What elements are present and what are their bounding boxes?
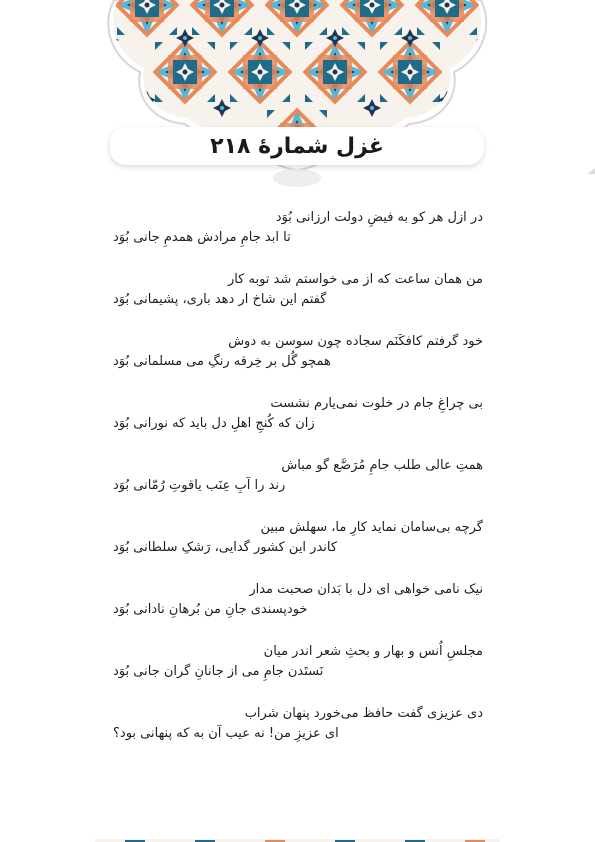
hemistich-first: بی چراغِ جام در خلوت نمی‌یارم نشست: [270, 396, 483, 411]
hemistich-first: خود گرفتم کافکَنَم سجاده چون سوسن به دوش: [228, 334, 483, 349]
couplet: [113, 208, 483, 270]
edge-ornament: [587, 168, 595, 174]
poem-body: [113, 208, 483, 766]
hemistich-first: همتِ عالی طلب جامِ مُرَصَّع گو مباش: [281, 458, 483, 473]
hemistich-second: نَستَدن جامِ می از جانانِ گران جانی بُوَد: [113, 664, 324, 679]
hemistich-second: تا ابد جامِ مرادش همدمِ جانی بُوَد: [113, 230, 291, 245]
hemistich-first: در ازل هر کو به فیضِ دولت ارزانی بُوَد: [275, 210, 483, 225]
couplet: [113, 456, 483, 518]
hemistich-second: رند را آبِ عِنَب یاقوتِ رُمّانی بُوَد: [113, 478, 286, 493]
hemistich-second: خودپسندی جانِ من بُرهانِ نادانی بُوَد: [113, 602, 308, 617]
hemistich-second: همچو گُل بر خِرقه رنگِ می مسلمانی بُوَد: [113, 354, 331, 369]
hemistich-second: کاندر این کشور گدایی، رَشکِ سلطانی بُوَد: [113, 540, 338, 555]
couplet: [113, 518, 483, 580]
hemistich-first: نیک نامی خواهی ای دل با بَدان صحبت مدار: [249, 582, 483, 597]
hemistich-second: زان که کُنجِ اهلِ دل باید که نورانی بُوَد: [113, 416, 315, 431]
hemistich-first: گرچه بی‌سامان نماید کارِ ما، سهلش مبین: [260, 520, 483, 535]
hemistich-first: من همان ساعت که از می خواستم شد توبه کار: [227, 272, 483, 287]
couplet: [113, 332, 483, 394]
poem-title: غزل شمارهٔ ۲۱۸: [210, 134, 384, 159]
hemistich-first: دی عزیزی گفت حافظ می‌خورد پنهان شراب: [244, 706, 483, 721]
hemistich-second: ای عزیزِ من! نه عیب آن به که پنهانی بود؟: [113, 726, 339, 741]
footer-ornament: [95, 836, 500, 842]
couplet: [113, 580, 483, 642]
couplet: [113, 394, 483, 456]
couplet: [113, 704, 483, 766]
couplet: [113, 270, 483, 332]
couplet: [113, 642, 483, 704]
hemistich-second: گفتم این شاخ ار دهد باری، پشیمانی بُوَد: [113, 292, 327, 307]
hemistich-first: مجلسِ اُنس و بهار و بحثِ شعر اندر میان: [263, 644, 483, 659]
